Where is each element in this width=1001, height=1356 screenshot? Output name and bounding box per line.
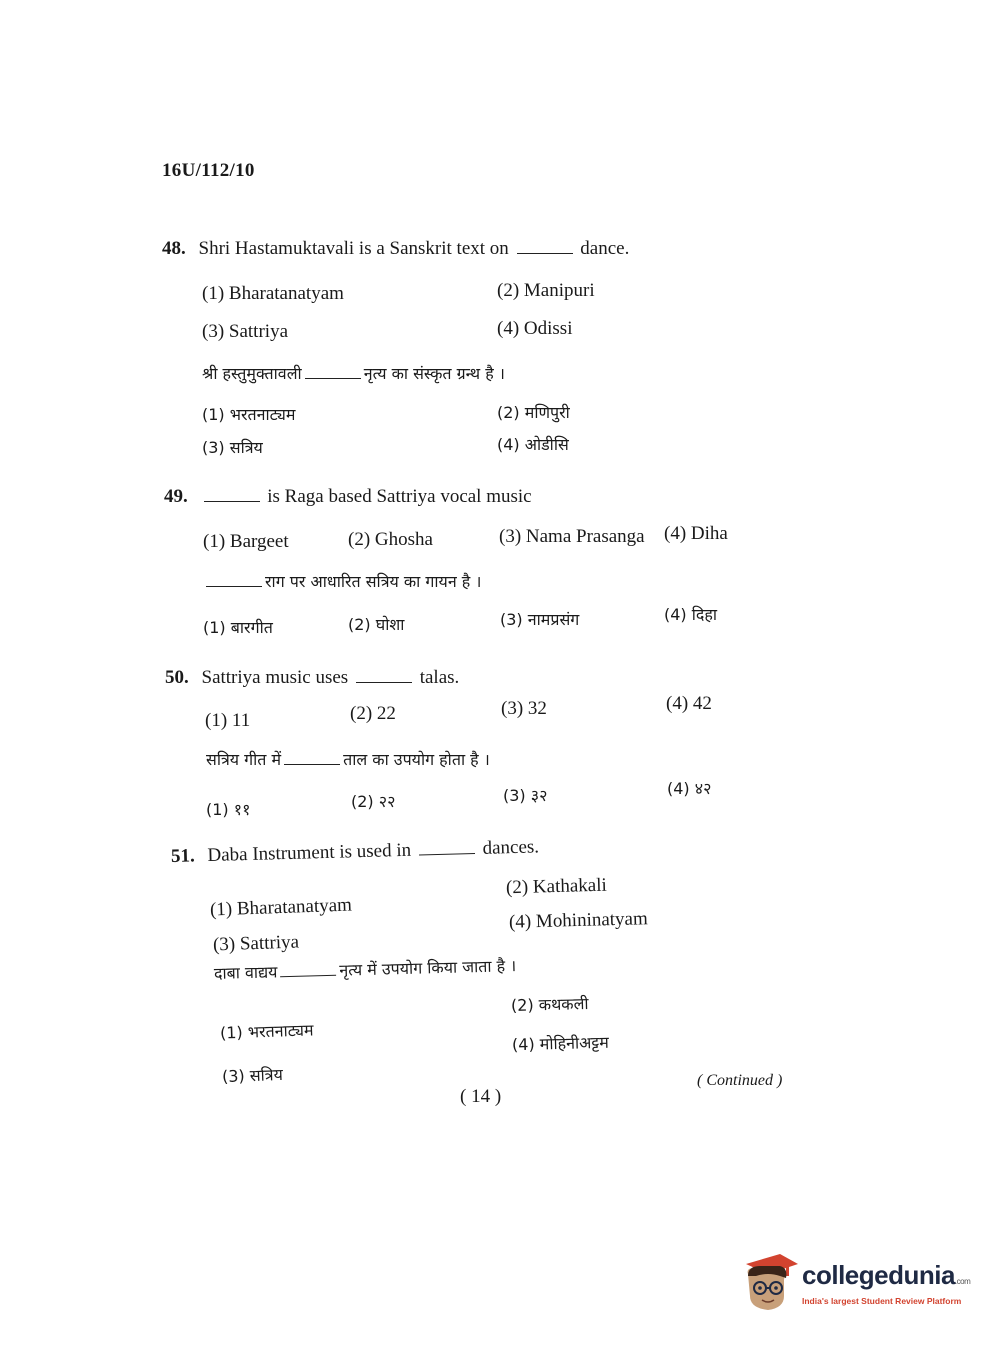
question-text-after: dance.	[580, 238, 630, 259]
answer-blank	[280, 974, 336, 977]
question-hi-before: सत्रिय गीत में	[206, 750, 282, 769]
graduate-mascot-icon	[740, 1250, 798, 1318]
option-hi-1: (1) ११	[206, 800, 251, 819]
option-en-3: (3) 32	[501, 698, 547, 719]
question-number: 51.	[170, 845, 196, 867]
option-hi-3: (3) नामप्रसंग	[500, 610, 580, 629]
option-en-4: (4) 42	[666, 693, 712, 714]
question-51	[171, 836, 540, 868]
question-text-after: dances.	[482, 836, 540, 859]
question-hi-before: दाबा वाद्यय	[213, 962, 278, 983]
option-hi-2: (2) कथकली	[510, 993, 589, 1016]
option-hi-4: (4) दिहा	[664, 605, 718, 624]
question-hindi-text	[203, 570, 481, 592]
continued-note: ( Continued )	[697, 1072, 783, 1089]
option-hi-1: (1) भरतनाट्यम	[219, 1020, 314, 1043]
question-text-after: is Raga based Sattriya vocal music	[267, 486, 532, 507]
option-hi-2: (2) मणिपुरी	[497, 403, 570, 422]
option-en-1: (1) Bargeet	[203, 531, 289, 552]
option-en-3: (3) Sattriya	[202, 321, 289, 342]
option-en-1: (1) Bharatanatyam	[209, 894, 353, 921]
option-en-3: (3) Sattriya	[212, 931, 300, 956]
option-en-2: (2) Kathakali	[505, 874, 608, 899]
option-hi-2: (2) २२	[351, 792, 396, 811]
page-number: ( 14 )	[460, 1086, 502, 1107]
logo-name: collegedunia	[802, 1260, 955, 1290]
question-text-before: Shri Hastamuktavali is a Sanskrit text on	[198, 238, 509, 259]
answer-blank	[419, 852, 475, 855]
option-hi-4: (4) ४२	[667, 779, 712, 798]
logo-wordmark	[802, 1260, 970, 1291]
option-en-2: (2) Manipuri	[497, 280, 595, 301]
question-49	[164, 486, 532, 508]
option-en-2: (2) 22	[350, 703, 396, 724]
answer-blank	[204, 500, 260, 502]
option-en-3: (3) Nama Prasanga	[499, 526, 645, 547]
option-hi-2: (2) घोशा	[348, 615, 405, 634]
question-hi-after: नृत्य का संस्कृत ग्रन्थ है ।	[363, 364, 505, 383]
question-number: 48.	[162, 238, 186, 259]
question-text-before: Daba Instrument is used in	[207, 839, 412, 867]
question-50	[165, 667, 459, 689]
option-hi-1: (1) भरतनाट्यम	[202, 405, 296, 424]
question-hi-before: श्री हस्तुमुक्तावली	[202, 364, 302, 383]
question-hi-after: राग पर आधारित सत्रिय का गायन है ।	[265, 572, 482, 591]
question-text-before: Sattriya music uses	[201, 667, 349, 688]
option-hi-4: (4) मोहिनीअट्टम	[511, 1032, 609, 1055]
option-hi-3: (3) ३२	[503, 786, 548, 805]
option-en-4: (4) Mohininatyam	[508, 908, 649, 933]
option-hi-3: (3) सत्रिय	[202, 438, 263, 457]
option-en-4: (4) Odissi	[497, 318, 573, 339]
option-en-2: (2) Ghosha	[348, 529, 433, 550]
question-hindi-text	[206, 748, 490, 770]
logo-suffix: .com	[954, 1277, 971, 1286]
question-48	[162, 238, 629, 260]
question-number: 50.	[165, 667, 189, 688]
answer-blank	[206, 585, 262, 587]
answer-blank	[284, 763, 340, 765]
paper-code: 16U/112/10	[162, 160, 255, 181]
option-en-4: (4) Diha	[664, 523, 728, 544]
question-hindi-text	[214, 954, 517, 984]
question-hi-after: ताल का उपयोग होता है ।	[343, 750, 490, 769]
option-en-1: (1) 11	[205, 710, 251, 731]
answer-blank	[305, 377, 361, 379]
option-hi-3: (3) सत्रिय	[221, 1064, 284, 1087]
question-hi-after: नृत्य में उपयोग किया जाता है ।	[339, 956, 517, 980]
answer-blank	[356, 681, 412, 683]
answer-blank	[517, 252, 573, 254]
option-hi-1: (1) बारगीत	[203, 618, 273, 637]
logo-tagline: India's largest Student Review Platform	[802, 1296, 962, 1306]
option-en-1: (1) Bharatanatyam	[202, 283, 344, 304]
option-hi-4: (4) ओडीसि	[497, 435, 569, 454]
question-hindi-text	[202, 362, 505, 384]
question-number: 49.	[164, 486, 188, 507]
question-text-after: talas.	[419, 667, 460, 688]
collegedunia-logo	[740, 1250, 970, 1320]
